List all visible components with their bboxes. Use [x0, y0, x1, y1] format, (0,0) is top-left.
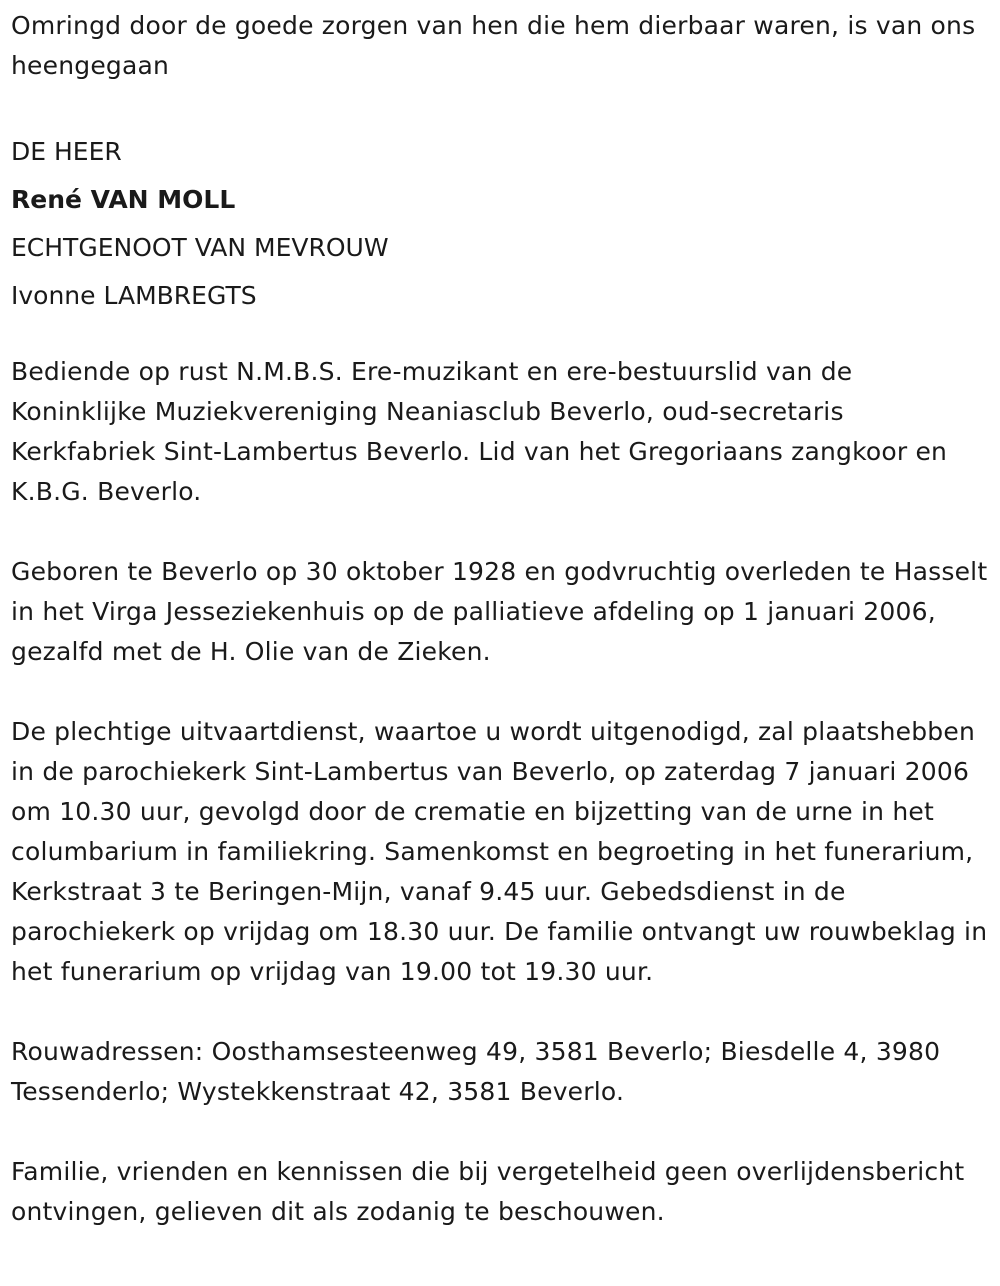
bio-paragraph: Bediende op rust N.M.B.S. Ere-muzikant en ere-bestuurslid van de Koninklijke Muziekvereniging Neaniasclub Beverlo, oud-secretaris Kerkfabriek Sint-Lambertus Beverlo. Lid van het Gregoriaans zangkoor en K.B.G. Beverlo. [11, 357, 948, 506]
spouse-name: Ivonne LAMBREGTS [11, 281, 257, 310]
honorific: DE HEER [11, 137, 122, 166]
spacer [11, 1112, 988, 1152]
spouse-label: ECHTGENOOT VAN MEVROUW [11, 233, 389, 262]
spacer [11, 512, 988, 552]
deceased-name: René VAN MOLL [11, 185, 236, 214]
intro-text: Omringd door de goede zorgen van hen die hem dierbaar waren, is van ons heengegaan [11, 11, 976, 80]
spacer [11, 86, 988, 126]
spacer [11, 672, 988, 712]
spacer [11, 320, 988, 352]
closing-paragraph: Familie, vrienden en kennissen die bij vergetelheid geen overlijdensbericht ontvingen, gelieven dit als zodanig te beschouwen. [11, 1157, 965, 1226]
service-paragraph: De plechtige uitvaartdienst, waartoe u wordt uitgenodigd, zal plaatshebben in de parochiekerk Sint-Lambertus van Beverlo, op zaterdag 7 januari 2006 om 10.30 uur, gevolgd door de crematie en bijzetting van de urne in het columbarium in familiekring. Samenkomst en begroeting in het funerarium, Kerkstraat 3 te Beringen-Mijn, vanaf 9.45 uur. Gebedsdienst in de parochiekerk op vrijdag om 18.30 uur. De familie ontvangt uw rouwbeklag in het funerarium op vrijdag van 19.00 tot 19.30 uur. [11, 717, 988, 986]
spacer [11, 992, 988, 1032]
addresses-paragraph: Rouwadressen: Oosthamsesteenweg 49, 3581 Beverlo; Biesdelle 4, 3980 Tessenderlo; Wystekkenstraat 42, 3581 Beverlo. [11, 1037, 941, 1106]
heading-block [11, 128, 988, 320]
birth-death-paragraph: Geboren te Beverlo op 30 oktober 1928 en godvruchtig overleden te Hasselt in het Virga Jesseziekenhuis op de palliatieve afdeling op 1 januari 2006, gezalfd met de H. Olie van de Zieken. [11, 557, 988, 666]
